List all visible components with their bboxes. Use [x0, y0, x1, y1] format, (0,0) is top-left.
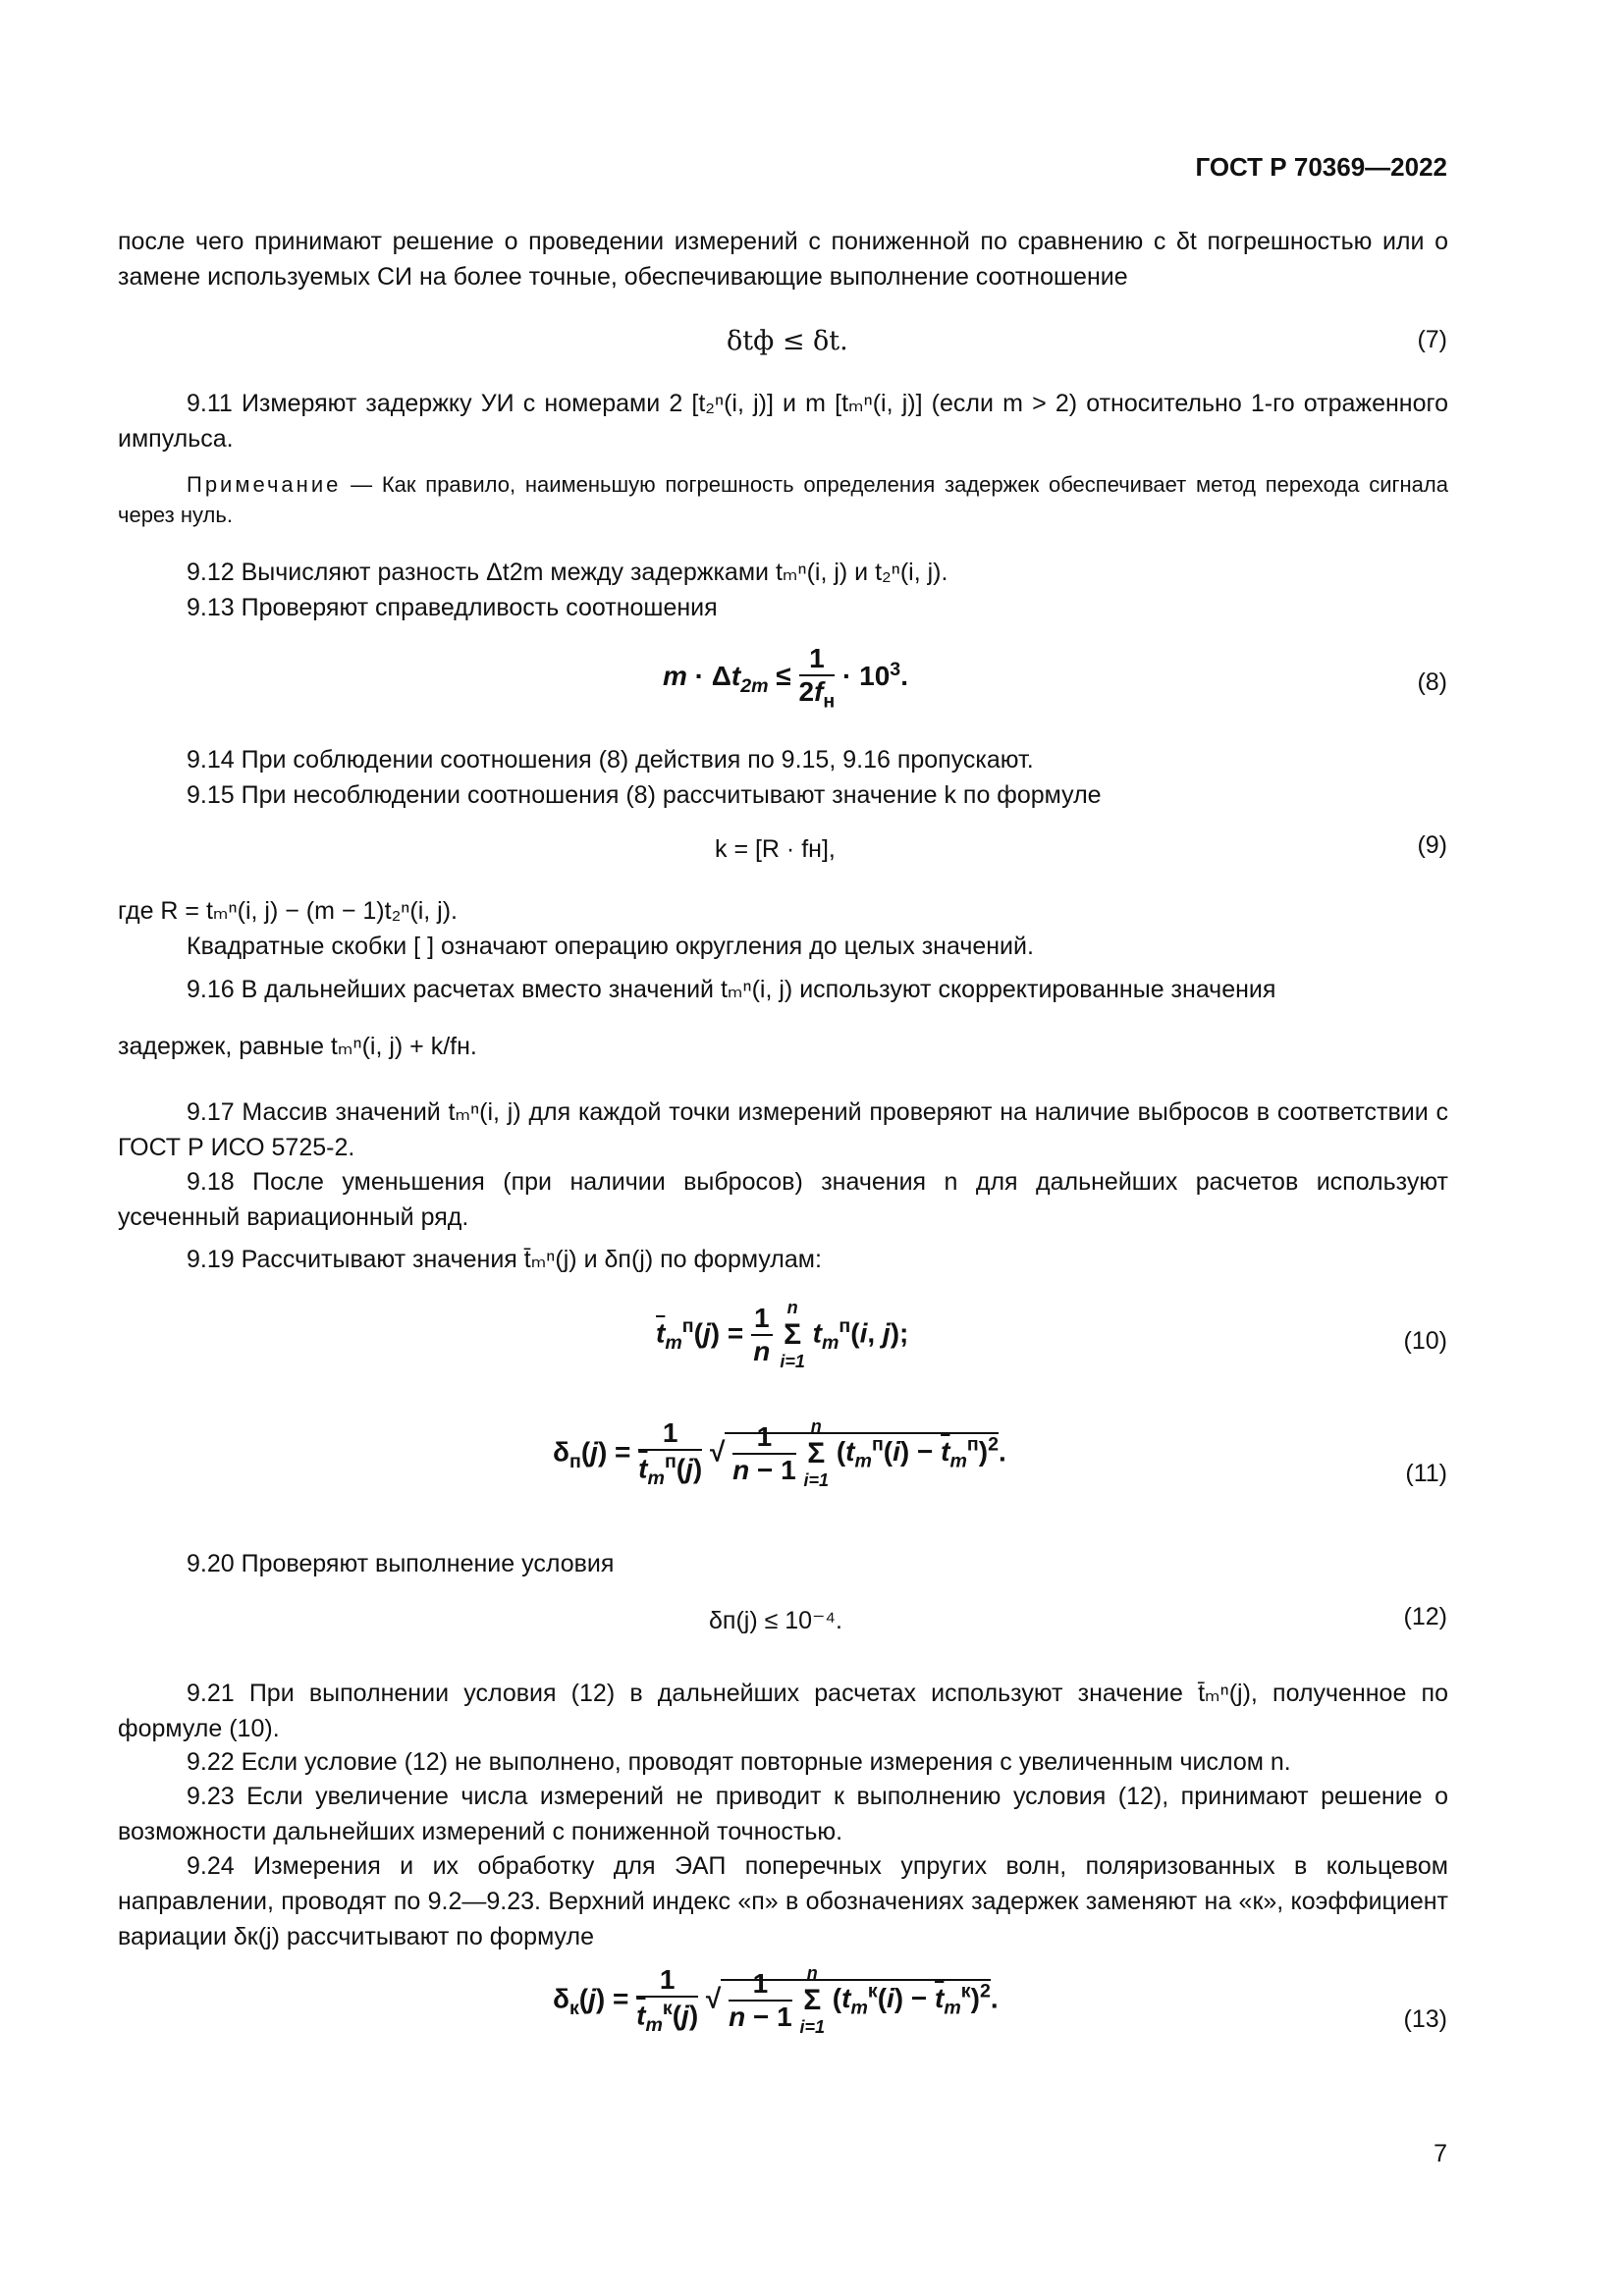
paragraph-brackets: Квадратные скобки [ ] означают операцию округления до целых значений. [187, 933, 1034, 960]
paragraph-9-23: 9.23 Если увеличение числа измерений не приводит к выполнению условия (12), принимают решение о возможности дальнейших измерений с пониженной точностью. [118, 1783, 1448, 1845]
formula-13: $\delta_к(j)$ = 1 $\overline{t}_m^к(j)$ √ $\frac{1}{n - 1}$ n Σ i=1 $(t_m^к(i) - \overline{t}_m^к)^2$. [553, 1963, 999, 2037]
formula-12: δп(j) ≤ 10⁻⁴. [709, 1607, 842, 1634]
paragraph-where: где R = tₘⁿ(i, j) − (m − 1)t₂ⁿ(i, j). [118, 897, 458, 925]
equation-number-11: (11) [1405, 1460, 1447, 1487]
paragraph-9-21: 9.21 При выполнении условия (12) в дальнейших расчетах используют значение t̄ₘⁿ(j), полученное по формуле (10). [118, 1680, 1448, 1742]
formula-9: k = [R · fн], [715, 835, 836, 863]
equation-number-7: (7) [1417, 326, 1447, 353]
equation-number-13: (13) [1403, 2005, 1447, 2033]
paragraph-9-16-cont: задержек, равные tₘⁿ(i, j) + k/fн. [118, 1033, 477, 1060]
document-code: ГОСТ Р 70369—2022 [1195, 152, 1447, 182]
paragraph-9-11: 9.11 Измеряют задержку УИ с номерами 2 [t₂ⁿ(i, j)] и m [tₘⁿ(i, j)] (если m > 2) относительно 1-го отраженного импульса. [118, 390, 1448, 453]
equation-number-9: (9) [1417, 831, 1447, 859]
paragraph-9-18: 9.18 После уменьшения (при наличии выбросов) значения n для дальнейших расчетов используют усеченный вариационный ряд. [118, 1168, 1448, 1231]
formula-7: δtф ≤ δt. [727, 326, 848, 356]
paragraph-9-22: 9.22 Если условие (12) не выполнено, проводят повторные измерения с увеличенным числом n. [187, 1748, 1291, 1776]
paragraph-9-17: 9.17 Массив значений tₘⁿ(i, j) для каждой точки измерений проверяют на наличие выбросов в соответствии с ГОСТ Р ИСО 5725-2. [118, 1098, 1448, 1161]
paragraph-9-19: 9.19 Рассчитывают значения t̄ₘⁿ(j) и δп(j) по формулам: [187, 1246, 822, 1273]
equation-number-10: (10) [1403, 1327, 1447, 1355]
formula-10: $\overline{t}_m^п(j)$ = $\frac{1}{n}$ n Σ i=1 $t_m^п(i$, j); [656, 1298, 909, 1371]
paragraph-9-13: 9.13 Проверяют справедливость соотношения [187, 594, 718, 621]
paragraph-9-12: 9.12 Вычисляют разность Δt2m между задержками tₘⁿ(i, j) и t₂ⁿ(i, j). [187, 559, 948, 586]
formula-11: $\delta_п(j)$ = 1 $\overline{t}_m^п(j)$ √ $\frac{1}{n - 1}$ n Σ i=1 $(t_m^п(i) - \overline{t}_m^п)^2$. [553, 1416, 1006, 1490]
note-label: Примечание [187, 472, 342, 497]
formula-8: $m \cdot \Delta t_{2m}$ ≤ 1 $2f_н$ · $10^3$. [663, 643, 908, 713]
paragraph-9-15: 9.15 При несоблюдении соотношения (8) рассчитывают значение k по формуле [187, 781, 1102, 809]
paragraph-9-20: 9.20 Проверяют выполнение условия [187, 1550, 615, 1577]
equation-number-8: (8) [1417, 668, 1447, 696]
note [118, 469, 1448, 530]
note-text: — Как правило, наименьшую погрешность определения задержек обеспечивает метод перехода сигнала через нуль. [118, 472, 1448, 527]
equation-number-12: (12) [1403, 1603, 1447, 1630]
paragraph-9-16: 9.16 В дальнейших расчетах вместо значений tₘⁿ(i, j) используют скорректированные значения [187, 976, 1276, 1003]
paragraph-9-24: 9.24 Измерения и их обработку для ЭАП поперечных упругих волн, поляризованных в кольцевом направлении, проводят по 9.2—9.23. Верхний индекс «п» в обозначениях задержек заменяют на «к», коэффициент вариации δк(j) рассчитывают по формуле [118, 1852, 1448, 1950]
paragraph-9-14: 9.14 При соблюдении соотношения (8) действия по 9.15, 9.16 пропускают. [187, 746, 1034, 774]
page-number: 7 [1434, 2140, 1447, 2167]
paragraph-intro: после чего принимают решение о проведении измерений с пониженной по сравнению с δt погрешностью или о замене используемых СИ на более точные, обеспечивающие выполнение соотношение [118, 228, 1448, 291]
